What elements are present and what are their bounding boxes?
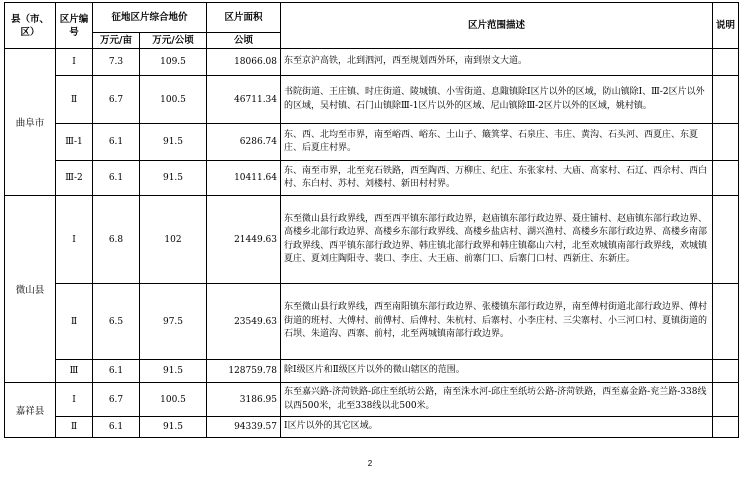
table-row xyxy=(5,417,739,438)
zone-cell: Ⅰ xyxy=(56,196,93,284)
county-cell: 嘉祥县 xyxy=(5,383,56,438)
price-mu-cell: 6.1 xyxy=(93,417,140,438)
zone-cell: Ⅰ xyxy=(56,49,93,76)
note-cell xyxy=(713,124,739,161)
page-number: 2 xyxy=(367,459,373,468)
price-mu-cell: 6.7 xyxy=(93,383,140,417)
zone-cell: Ⅰ xyxy=(56,383,93,417)
price-ha-cell: 91.5 xyxy=(140,417,207,438)
zone-cell: Ⅲ-1 xyxy=(56,124,93,161)
desc-cell: 除Ⅰ级区片和Ⅱ级区片以外的微山辖区的范围。 xyxy=(281,360,713,383)
header-area: 区片面积 xyxy=(207,3,281,33)
header-price-mu: 万元/亩 xyxy=(93,33,140,49)
table-row xyxy=(5,284,739,360)
land-price-table xyxy=(4,2,739,438)
note-cell xyxy=(713,284,739,360)
area-cell: 10411.64 xyxy=(207,161,281,196)
price-ha-cell: 97.5 xyxy=(140,284,207,360)
note-cell xyxy=(713,383,739,417)
area-cell: 3186.95 xyxy=(207,383,281,417)
note-cell xyxy=(713,161,739,196)
price-mu-cell: 7.3 xyxy=(93,49,140,76)
zone-cell: Ⅱ xyxy=(56,284,93,360)
desc-cell: 东至微山县行政界线，西至西平镇东部行政边界，赵庙镇东部行政边界、聂庄铺村、赵庙镇东部行政边界、高楼乡北部行政边界、高楼乡东部行政界线、高楼乡盐店村、湖兴渔村、高楼乡东部行政边界、高楼乡南部行政界线、西平镇东部行政边界、韩庄镇北部行政界和韩庄镇郗山六村，北至欢城镇南部行政界线，欢城镇夏庄、夏刘庄陶阳寺、裴口、李庄、大王庙、前寨门口、后寨门口村、西新庄、东新庄。 xyxy=(281,196,713,284)
price-mu-cell: 6.1 xyxy=(93,360,140,383)
area-cell: 46711.34 xyxy=(207,76,281,124)
area-cell: 23549.63 xyxy=(207,284,281,360)
zone-cell: Ⅱ xyxy=(56,417,93,438)
desc-cell: 东、西、北均至市界，南至峪西、峪东、土山子、簸箕掌、石泉庄、韦庄、黄沟、石头河、西夏庄、东夏庄、后夏庄村界。 xyxy=(281,124,713,161)
area-cell: 6286.74 xyxy=(207,124,281,161)
price-mu-cell: 6.7 xyxy=(93,76,140,124)
note-cell xyxy=(713,417,739,438)
note-cell xyxy=(713,76,739,124)
area-cell: 94339.57 xyxy=(207,417,281,438)
header-area-unit: 公顷 xyxy=(207,33,281,49)
price-ha-cell: 102 xyxy=(140,196,207,284)
county-cell: 微山县 xyxy=(5,196,56,383)
price-mu-cell: 6.1 xyxy=(93,161,140,196)
price-mu-cell: 6.8 xyxy=(93,196,140,284)
header-desc: 区片范围描述 xyxy=(281,3,713,49)
header-zone-no: 区片编号 xyxy=(56,3,93,49)
header-note: 说明 xyxy=(713,3,739,49)
area-cell: 21449.63 xyxy=(207,196,281,284)
price-ha-cell: 91.5 xyxy=(140,161,207,196)
area-cell: 128759.78 xyxy=(207,360,281,383)
price-ha-cell: 91.5 xyxy=(140,124,207,161)
table-header xyxy=(5,3,739,49)
price-ha-cell: 109.5 xyxy=(140,49,207,76)
table-row xyxy=(5,76,739,124)
desc-cell: 东至嘉兴路-济菏铁路-邱庄至纸坊公路，南至洙水河-邱庄至纸坊公路-济菏铁路，西至嘉金路-兖兰路-338线以西500米，北至338线以北500米。 xyxy=(281,383,713,417)
price-ha-cell: 100.5 xyxy=(140,76,207,124)
desc-cell: 东至微山县行政界线，西至南阳镇东部行政边界、张楼镇东部行政边界，南至傅村街道北部行政边界、傅村街道的班村、大傅村、前傅村、后傅村、朱杭村、后寨村、小李庄村、三尖寨村、小三河口村、夏镇街道的石坝、朱道沟、西寨、前村，北至两城镇南部行政边界。 xyxy=(281,284,713,360)
table-body xyxy=(5,49,739,438)
table-row xyxy=(5,124,739,161)
price-ha-cell: 100.5 xyxy=(140,383,207,417)
header-county: 县（市、区） xyxy=(5,3,56,49)
desc-cell: Ⅰ区片以外的其它区域。 xyxy=(281,417,713,438)
table-row xyxy=(5,49,739,76)
table-row xyxy=(5,196,739,284)
county-cell: 曲阜市 xyxy=(5,49,56,196)
header-price: 征地区片综合地价 xyxy=(93,3,207,33)
zone-cell: Ⅲ xyxy=(56,360,93,383)
note-cell xyxy=(713,49,739,76)
zone-cell: Ⅲ-2 xyxy=(56,161,93,196)
zone-cell: Ⅱ xyxy=(56,76,93,124)
area-cell: 18066.08 xyxy=(207,49,281,76)
table-row xyxy=(5,383,739,417)
table-row xyxy=(5,360,739,383)
desc-cell: 东至京沪高铁，北到泗河，西至规划西外环，南到崇文大道。 xyxy=(281,49,713,76)
table-row xyxy=(5,161,739,196)
note-cell xyxy=(713,360,739,383)
price-mu-cell: 6.5 xyxy=(93,284,140,360)
desc-cell: 书院街道、王庄镇、时庄街道、陵城镇、小雪街道、息陬镇除Ⅰ区片以外的区域，防山镇除Ⅰ、Ⅲ-2区片以外的区域，吴村镇、石门山镇除Ⅲ-1区片以外的区域、尼山镇除Ⅲ-2区片以外的区域，姚村镇。 xyxy=(281,76,713,124)
note-cell xyxy=(713,196,739,284)
price-mu-cell: 6.1 xyxy=(93,124,140,161)
price-ha-cell: 91.5 xyxy=(140,360,207,383)
header-price-ha: 万元/公顷 xyxy=(140,33,207,49)
desc-cell: 东、南至市界，北至兖石铁路，西至陶西、万柳庄、纪庄、东张家村、大庙、高家村、石辽、西佘村、西白村、东白村、苏村、刘楼村、新田村村界。 xyxy=(281,161,713,196)
